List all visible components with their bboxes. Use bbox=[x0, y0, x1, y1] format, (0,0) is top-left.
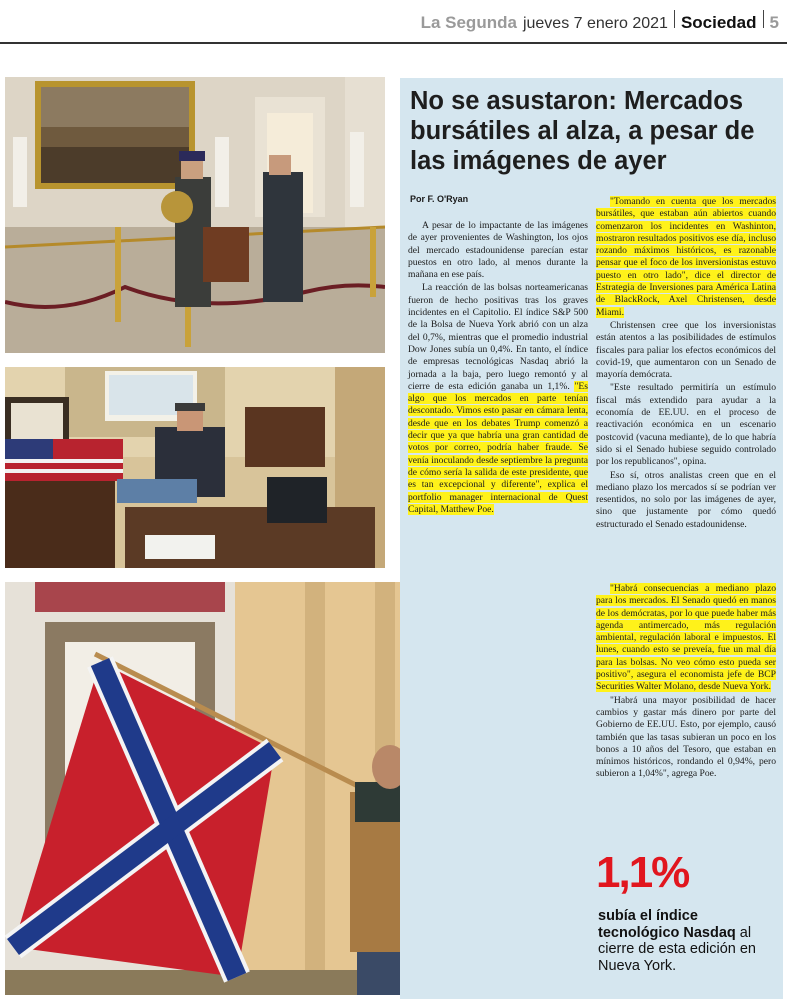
page-number: 5 bbox=[769, 13, 779, 32]
paragraph bbox=[596, 196, 776, 319]
paragraph: Christensen cree que los inversionistas están atentos a las posibilidades de estímulos fiscales para paliar los efectos económicos del covid-19, que aumentaron con un Senado de mayoría demócrata. bbox=[596, 319, 776, 381]
article-headline bbox=[410, 86, 778, 176]
highlighted-quote: "Es algo que los mercados en parte tenían descontado. Vimos esto pasar en cámara lenta, desde que en los debates Trump comenzó a decir que ya que habría una gran cantidad de votos por correo, podría haber fraude. Se venía inoculando desde septiembre la pregunta de cómo sería la salida de este presidente, que es tan excepcional y diferente", explica el portfolio manager internacional de Quest Capital, Matthew Poe. bbox=[408, 380, 588, 515]
article-column-3 bbox=[596, 583, 776, 782]
section-name: Sociedad bbox=[680, 13, 757, 32]
masthead-info bbox=[421, 10, 779, 33]
highlighted-quote: "Habrá consecuencias a mediano plazo para los mercados. El Senado quedó en manos de los demócratas, por lo que puede haber más agenda antimercado, más regulación ambiental, regulación laboral e impuestos. El lunes, cuando esto se preveía, fue un mal día para las bolsas. No veo cómo esto pueda ser positivo", asegura el economista jefe de BCP Securities Walter Molano, desde Nueva York. bbox=[596, 583, 776, 693]
article-column-2 bbox=[596, 196, 776, 532]
stat-caption bbox=[598, 908, 778, 974]
headline-lead: No se asustaron: bbox=[410, 87, 617, 115]
newspaper-name: La Segunda bbox=[420, 13, 517, 32]
paragraph: "Este resultado permitiría un estímulo fiscal más extendido para ayudar a la economía de EE.UU. en el proceso de reactivación económica en un escenario postcovid (vacuna mediante), de lo que habría sido si el Senado hubiese seguido controlado por los republicanos", opina. bbox=[596, 382, 776, 468]
photo-office bbox=[5, 367, 385, 568]
stat-caption-bold: subía el índice tecnológico Nasdaq bbox=[598, 908, 736, 941]
byline: Por F. O'Ryan bbox=[410, 194, 469, 204]
article-column-1 bbox=[408, 220, 588, 517]
paragraph bbox=[408, 282, 588, 516]
paragraph bbox=[596, 583, 776, 694]
headline-rest: Mercados bursátiles al alza, a pesar de las imágenes de ayer bbox=[410, 87, 755, 175]
paragraph: A pesar de lo impactante de las imágenes de ayer provenientes de Washington, los ojos del mercado estadounidense parecían estar puestos en otro lado, al menos durante la mañana en ese país. bbox=[408, 220, 588, 281]
highlighted-quote: "Tomando en cuenta que los mercados bursátiles, que estaban aún abiertos cuando comenzaron los incidentes en Washinton, mostraron resultados positivos ese día, incluso rozando máximos históricos, es razonable pensar que el foco de los inversionistas estuvo puesto en otro lado", dice el director de Estrategia de Inversiones para América Latina de BlackRock, Axel Christensen, desde Miami. bbox=[596, 196, 776, 318]
masthead-divider bbox=[763, 10, 764, 28]
paragraph: Eso sí, otros analistas creen que en el mediano plazo los mercados sí se podrían ver resentidos, no solo por las imágenes de ayer, sino que justamente por cómo quedó estructurado el Senado estadounidense. bbox=[596, 469, 776, 530]
stat-value: 1,1% bbox=[596, 848, 689, 897]
masthead-divider bbox=[674, 10, 675, 28]
masthead bbox=[0, 0, 787, 44]
issue-date: jueves 7 enero 2021 bbox=[522, 15, 668, 32]
photo-capitol-rotunda bbox=[5, 77, 385, 353]
paragraph: "Habrá una mayor posibilidad de hacer cambios y gastar más dinero por parte del Gobierno de EE.UU. Esto, por ejemplo, causó también que las tasas subieran un poco en los bonos a 10 años del Tesoro, que estaban en mínimos históricos, rondando el 0,94%, pero subieron a 1,04%", agrega Poe. bbox=[596, 694, 776, 780]
stat-caption-rest: al cierre de esta edición en Nueva York. bbox=[598, 924, 756, 974]
paragraph-text: La reacción de las bolsas norteamericanas fueron de hecho positivas tras los graves incidentes en el Capitolio. El índice S&P 500 de la Bolsa de Nueva York abrió con un alza del 0,7%, mientras que el promedio industrial Dow Jones subía un 0,4%. En tanto, el índice de empresas tecnológicas Nasdaq abrió la jornada a la baja, pero luego remontó y al cierre de esta edición ganaba un 1,1%. bbox=[408, 282, 588, 392]
